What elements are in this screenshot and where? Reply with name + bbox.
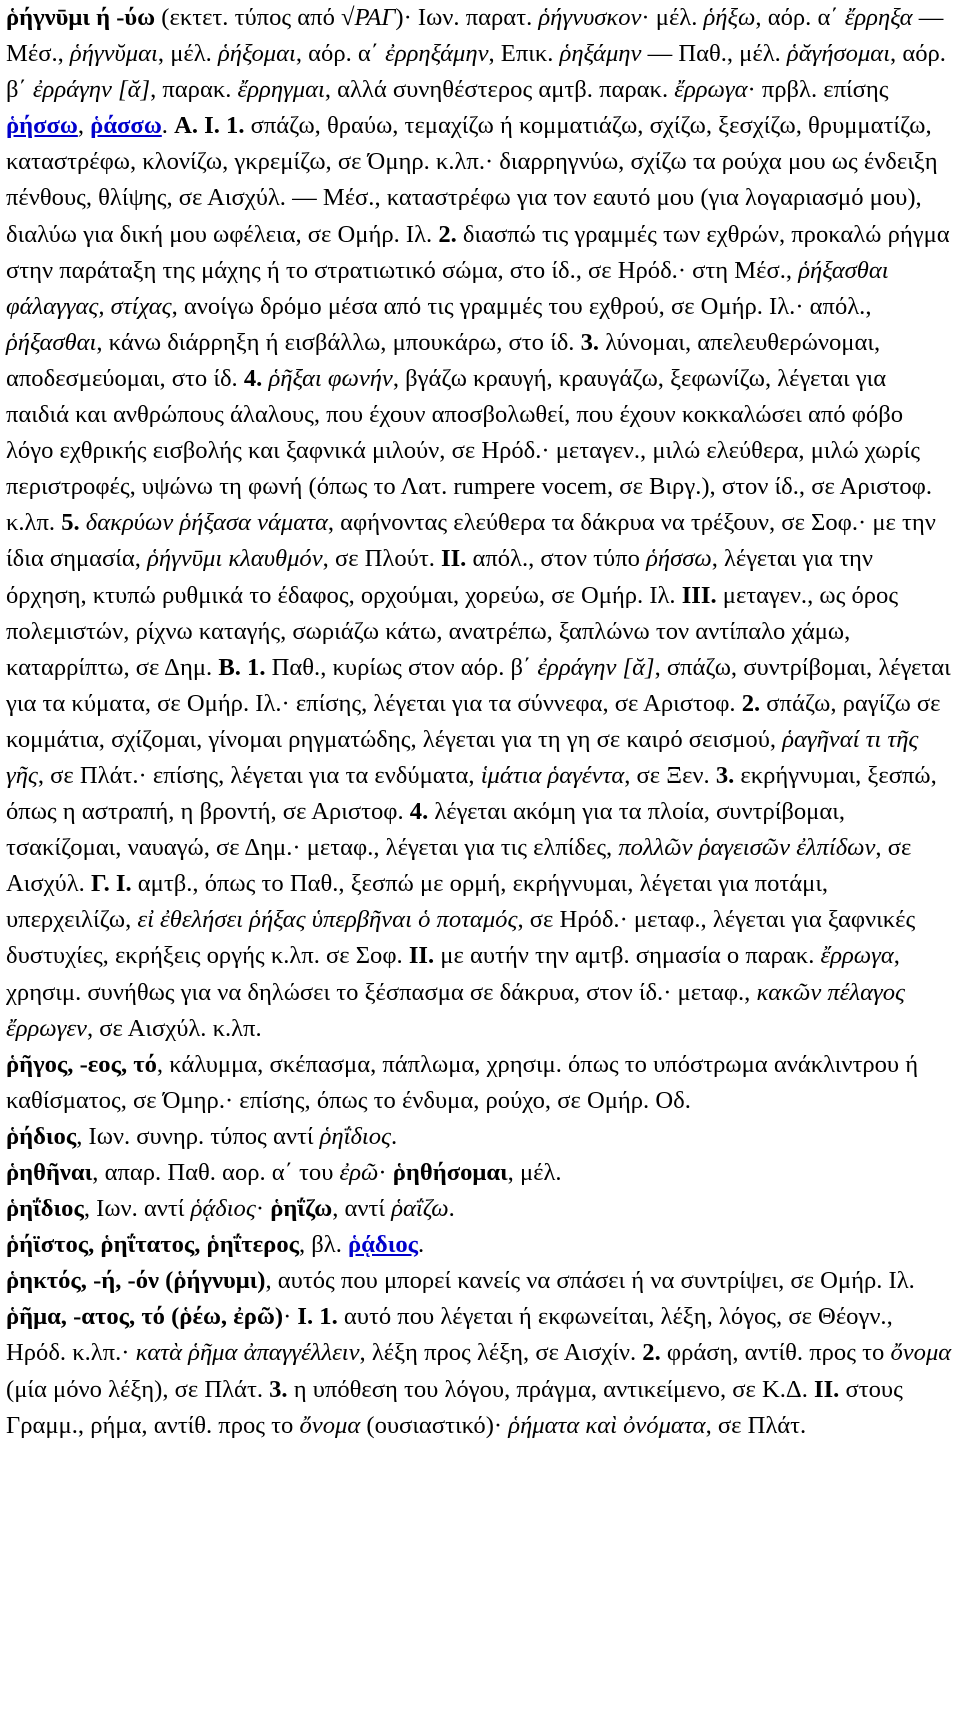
greek-form: ἔρρηξα: [844, 4, 913, 31]
headword-or-sense-number: ῥηκτός, -ή, -όν (ῥήγνυμι): [6, 1267, 266, 1295]
entry-text: η υπόθεση του λόγου, πράγμα, αντικείμενο, σε Κ.Δ.: [287, 1375, 815, 1403]
headword-or-sense-number: I. 1.: [297, 1303, 338, 1331]
cross-reference-link[interactable]: ῥάσσω: [90, 112, 162, 140]
entry-text: .: [418, 1231, 425, 1259]
entry-text: εκρήγνυμαι, ξεσπώ, όπως η αστραπή, η βροντή, σε Αριστοφ.: [6, 761, 937, 826]
entry-text: , σε Πλάτ.· επίσης, λέγεται για τα ενδύματα,: [37, 761, 481, 789]
entry-text: μεταγεν., ως όρος πολεμιστών, ρίχνω καταγής, σωριάζω κάτω, ανατρέπω, ξαπλώνω τον αντίπαλο χάμω, καταρρίπτω, σε Δημ.: [6, 581, 899, 681]
entry-text: (μία μόνο λέξη), σε Πλάτ.: [6, 1375, 270, 1403]
entry-text: , αόρ. β΄: [6, 40, 946, 104]
entry-text: ·: [255, 1195, 271, 1223]
entry-text: .: [161, 112, 175, 140]
greek-form: ἱμάτια ῥαγέντα: [480, 761, 625, 789]
entry-text: , απαρ. Παθ. αορ. α΄ του: [92, 1159, 340, 1186]
entry-text: , λέγεται για την όρχηση, κτυπώ ρυθμικά το έδαφος, ορχούμαι, χορεύω, σε Ομήρ. Ιλ.: [6, 545, 873, 609]
headword-or-sense-number: 2.: [741, 689, 761, 717]
greek-form: ἐρράγην [ᾰ]: [537, 653, 655, 681]
cross-reference-link[interactable]: ῥᾴδιος: [348, 1231, 418, 1259]
headword-or-sense-number: 3.: [715, 761, 735, 789]
headword-or-sense-number: ῥῆγος, -εος, τό: [6, 1050, 157, 1078]
entry-text: (ουσιαστικό)·: [360, 1411, 509, 1439]
headword-or-sense-number: A. I. 1.: [174, 112, 245, 140]
entry-text: , Ιων. αντί: [83, 1195, 191, 1223]
headword-or-sense-number: 2.: [642, 1339, 661, 1367]
greek-form: ῥήματα καὶ ὀνόματα: [508, 1411, 706, 1439]
headword-or-sense-number: Γ. I.: [90, 870, 132, 898]
greek-form: κακῶν πέλαγος ἔρρωγεν: [6, 978, 905, 1042]
greek-form: ῥαΐζω: [391, 1195, 449, 1223]
entry-text: , σε Πλάτ.: [705, 1411, 807, 1439]
entry-text: , σε Ηρόδ.· μεταφ., λέγεται για ξαφνικές δυστυχίες, εκρήξεις οργής κ.λπ. σε Σοφ.: [6, 906, 916, 970]
greek-form: ἐρρηξάμην: [385, 40, 489, 68]
entry-text: , σπάζω, συντρίβομαι, λέγεται για τα κύματα, σε Ομήρ. Ιλ.· επίσης, λέγεται για τα σύννεφα, σε Αριστοφ.: [6, 653, 951, 717]
headword-or-sense-number: ῥηΐζω: [270, 1195, 333, 1223]
headword-or-sense-number: ῥηθῆναι: [6, 1159, 93, 1186]
entry-text: , σε Πλούτ.: [322, 545, 442, 573]
entry-text: αυτό που λέγεται ή εκφωνείται, λέξη, λόγος, σε Θέογν., Ηρόδ. κ.λπ.·: [6, 1303, 893, 1367]
entry-text: στους Γραμμ., ρήμα, αντίθ. προς το: [6, 1375, 903, 1439]
entry-text: , βλ.: [299, 1231, 349, 1259]
entry-text: , κάνω διάρρηξη ή εισβάλλω, μπουκάρω, στο ίδ.: [96, 328, 581, 356]
headword-or-sense-number: 3.: [269, 1375, 288, 1403]
headword-or-sense-number: III.: [681, 581, 717, 609]
entry-text: λύνομαι, απελευθερώνομαι, αποδεσμεύομαι, στο ίδ.: [6, 328, 881, 392]
headword-or-sense-number: ῥῆμα, -ατος, τό (ῥέω, ἐρῶ): [6, 1303, 284, 1331]
entry-text: (εκτετ. τύπος από √: [155, 4, 355, 31]
greek-form: ῥηΐδιος: [319, 1122, 391, 1150]
headword-or-sense-number: B. 1.: [218, 653, 266, 681]
dictionary-entry-rhedios: [6, 1119, 952, 1155]
entry-text: , αφήνοντας ελεύθερα τα δάκρυα να τρέξουν, σε Σοφ.· με την ίδια σημασία,: [6, 509, 936, 573]
entry-text: .: [391, 1122, 398, 1150]
greek-form: ῥήγνῡμι κλαυθμόν: [147, 545, 323, 573]
dictionary-entry-rheidios: [6, 1191, 952, 1227]
entry-text: , αυτός που μπορεί κανείς να σπάσει ή να συντρίψει, σε Ομήρ. Ιλ.: [265, 1267, 915, 1295]
entry-text: .: [448, 1195, 455, 1223]
entry-text: , σε Ξεν.: [624, 761, 716, 789]
entry-text: , αόρ. α΄: [295, 40, 386, 68]
entry-text: · πρβλ. επίσης: [747, 76, 889, 104]
entry-text: · μέλ.: [641, 4, 704, 31]
greek-form: ῥήγνῠμαι: [69, 40, 158, 68]
headword-or-sense-number: 4.: [409, 798, 429, 826]
entry-text: , μέλ.: [507, 1159, 562, 1186]
entry-text: λέγεται ακόμη για τα πλοία, συντρίβομαι, τσακίζομαι, ναυαγώ, σε Δημ.· μεταφ., λέγεται για τις ελπίδες,: [6, 798, 846, 862]
dictionary-entry-rhegos: [6, 1047, 952, 1119]
headword-or-sense-number: 3.: [580, 328, 600, 356]
entry-text: , αλλά συνηθέστερος αμτβ. παρακ.: [324, 76, 675, 104]
entry-text: , Επικ.: [488, 40, 560, 68]
headword-or-sense-number: II.: [408, 942, 435, 970]
entry-text: , βγάζω κραυγή, κραυγάζω, ξεφωνίζω, λέγεται για παιδιά και ανθρώπους άλαλους, που έχουν αποσβολωθεί, που έχουν κοκκαλώσει από φόβο λόγο εχθρικής εισβολής και ξαφνικά μιλούν, σε Ηρόδ.· μεταγεν., μιλώ ελεύθερα, μιλώ χωρίς περιστροφές, υψώνω τη φωνή (όπως το Λατ. rumpere vocem, σε Βιργ.), στον ίδ., σε Αριστοφ. κ.λπ.: [6, 364, 932, 537]
greek-form: ἔρρηγμαι: [237, 76, 325, 104]
greek-form: ῥήξω: [703, 4, 756, 31]
greek-form: ῥᾴδιος: [190, 1195, 256, 1223]
greek-form: ῥήγνυσκον: [538, 4, 642, 31]
greek-form: ῥήξασθαι: [6, 328, 97, 356]
entry-text: , αόρ. α΄: [755, 4, 845, 31]
greek-form: κατὰ ῥῆμα ἀπαγγέλλειν: [135, 1339, 360, 1367]
dictionary-entry-rhethenai: [6, 1155, 952, 1191]
entry-text: , ανοίγω δρόμο μέσα από τις γραμμές του εχθρού, σε Ομήρ. Ιλ.· απόλ.,: [171, 292, 872, 320]
entry-text: ·: [283, 1303, 298, 1331]
greek-form: εἰ ἐθελήσει ῥήξας ὑπερβῆναι ὁ ποταμός: [137, 906, 518, 934]
entry-text: , σε Αισχύλ.: [6, 834, 912, 898]
entry-text: — Μέσ.,: [6, 4, 944, 68]
greek-form: πολλῶν ῥαγεισῶν ἐλπίδων: [618, 834, 876, 862]
entry-text: , παρακ.: [150, 76, 238, 104]
entry-text: , μέλ.: [157, 40, 218, 68]
headword-or-sense-number: ῥηΐδιος: [6, 1195, 84, 1223]
entry-text: σπάζω, ραγίζω σε κομμάτια, σχίζομαι, γίνομαι ρηγματώδης, λέγεται για τη γη σε καιρό σεισμού,: [6, 689, 941, 753]
greek-form: ἐρῶ: [339, 1159, 379, 1186]
entry-text: σπάζω, θραύω, τεμαχίζω ή κομματιάζω, σχίζω, ξεσχίζω, θρυμματίζω, καταστρέφω, κλονίζω, γκρεμίζω, σε Όμηρ. κ.λπ.· διαρρηγνύω, σχίζω τα ρούχα μου ως ένδειξη πένθους, θλίψης, σε Αισχύλ. — Μέσ., καταστρέφω για τον εαυτό μου (για λογαριασμό μου), διαλύω για δική μου ωφέλεια, σε Ομήρ. Ιλ.: [6, 112, 938, 248]
entry-text: φράση, αντίθ. προς το: [660, 1339, 891, 1367]
entry-text: )· Ιων. παρατ.: [395, 4, 539, 31]
greek-form: ἐρράγην [ᾰ]: [32, 76, 151, 104]
greek-form: δακρύων ῥήξασα νάματα: [85, 509, 328, 537]
headword-or-sense-number: ῥήδιος: [6, 1122, 77, 1150]
greek-form: ῥηξάμην: [559, 40, 642, 68]
greek-form: ῥαγῆναί τι τῆς γῆς: [6, 725, 919, 789]
dictionary-entry-rheistos: [6, 1227, 952, 1263]
entry-text: με αυτήν την αμτβ. σημασία ο παρακ.: [434, 942, 821, 970]
entry-text: , κάλυμμα, σκέπασμα, πάπλωμα, χρησιμ. όπως το υπόστρωμα ανάκλιντρου ή καθίσματος, σε Όμηρ.· επίσης, όπως το ένδυμα, ρούχο, σε Ομήρ. Οδ.: [6, 1050, 919, 1114]
entry-text: ,: [77, 112, 91, 140]
entry-text: , Ιων. συνηρ. τύπος αντί: [76, 1122, 320, 1150]
headword-or-sense-number: 2.: [438, 220, 457, 248]
entry-text: διασπώ τις γραμμές των εχθρών, προκαλώ ρήγμα στην παράταξη της μάχης ή το στρατιωτικό σώμα, στο ίδ., σε Ηρόδ.· στη Μέσ.,: [6, 220, 950, 284]
entry-text: , αντί: [332, 1195, 392, 1223]
headword-or-sense-number: 5.: [61, 509, 80, 537]
greek-form: ἔρρωγα: [674, 76, 748, 104]
greek-form: ὄνομα: [890, 1339, 952, 1367]
entry-text: , λέξη προς λέξη, σε Αισχίν.: [359, 1339, 643, 1367]
greek-form: ὄνομα: [299, 1411, 361, 1439]
greek-form: ῥήξασθαι φάλαγγας, στίχας: [6, 256, 889, 320]
headword-or-sense-number: II.: [441, 545, 467, 573]
greek-form: ῥᾰγήσομαι: [786, 40, 891, 68]
dictionary-entry-rhema: [6, 1299, 952, 1443]
dictionary-entry-rhegnumi: [6, 0, 952, 1047]
entry-text: απόλ., στον τύπο: [466, 545, 647, 573]
greek-form: ῥήσσω: [646, 545, 712, 573]
headword-or-sense-number: II.: [814, 1375, 840, 1403]
headword-or-sense-number: ῥηθήσομαι: [392, 1159, 508, 1186]
entry-text: , χρησιμ. συνήθως για να δηλώσει το ξέσπασμα σε δάκρυα, στον ίδ.· μεταφ.,: [6, 942, 900, 1006]
entry-text: Παθ., κυρίως στον αόρ. β΄: [265, 653, 538, 681]
dictionary-entry-rhektos: [6, 1263, 952, 1299]
entry-text: , σε Αισχύλ. κ.λπ.: [86, 1014, 262, 1042]
greek-form: ῥήξομαι: [217, 40, 296, 68]
greek-form: ΡΑΓ: [354, 4, 396, 31]
greek-form: ῥῆξαι φωνήν: [268, 364, 393, 392]
headword-or-sense-number: ῥήϊστος, ῥηΐτατος, ῥηΐτερος: [6, 1231, 299, 1259]
greek-form: ἔρρωγα: [820, 942, 894, 970]
entry-text: ·: [378, 1159, 393, 1186]
entry-text: — Παθ., μέλ.: [641, 40, 787, 68]
headword-or-sense-number: 4.: [243, 364, 263, 392]
entry-text: αμτβ., όπως το Παθ., ξεσπώ με ορμή, εκρήγνυμαι, λέγεται για ποτάμι, υπερχειλίζω,: [6, 870, 829, 934]
headword-or-sense-number: ῥήγνῡμι ή -ύω: [6, 4, 156, 31]
cross-reference-link[interactable]: ῥήσσω: [6, 112, 78, 140]
